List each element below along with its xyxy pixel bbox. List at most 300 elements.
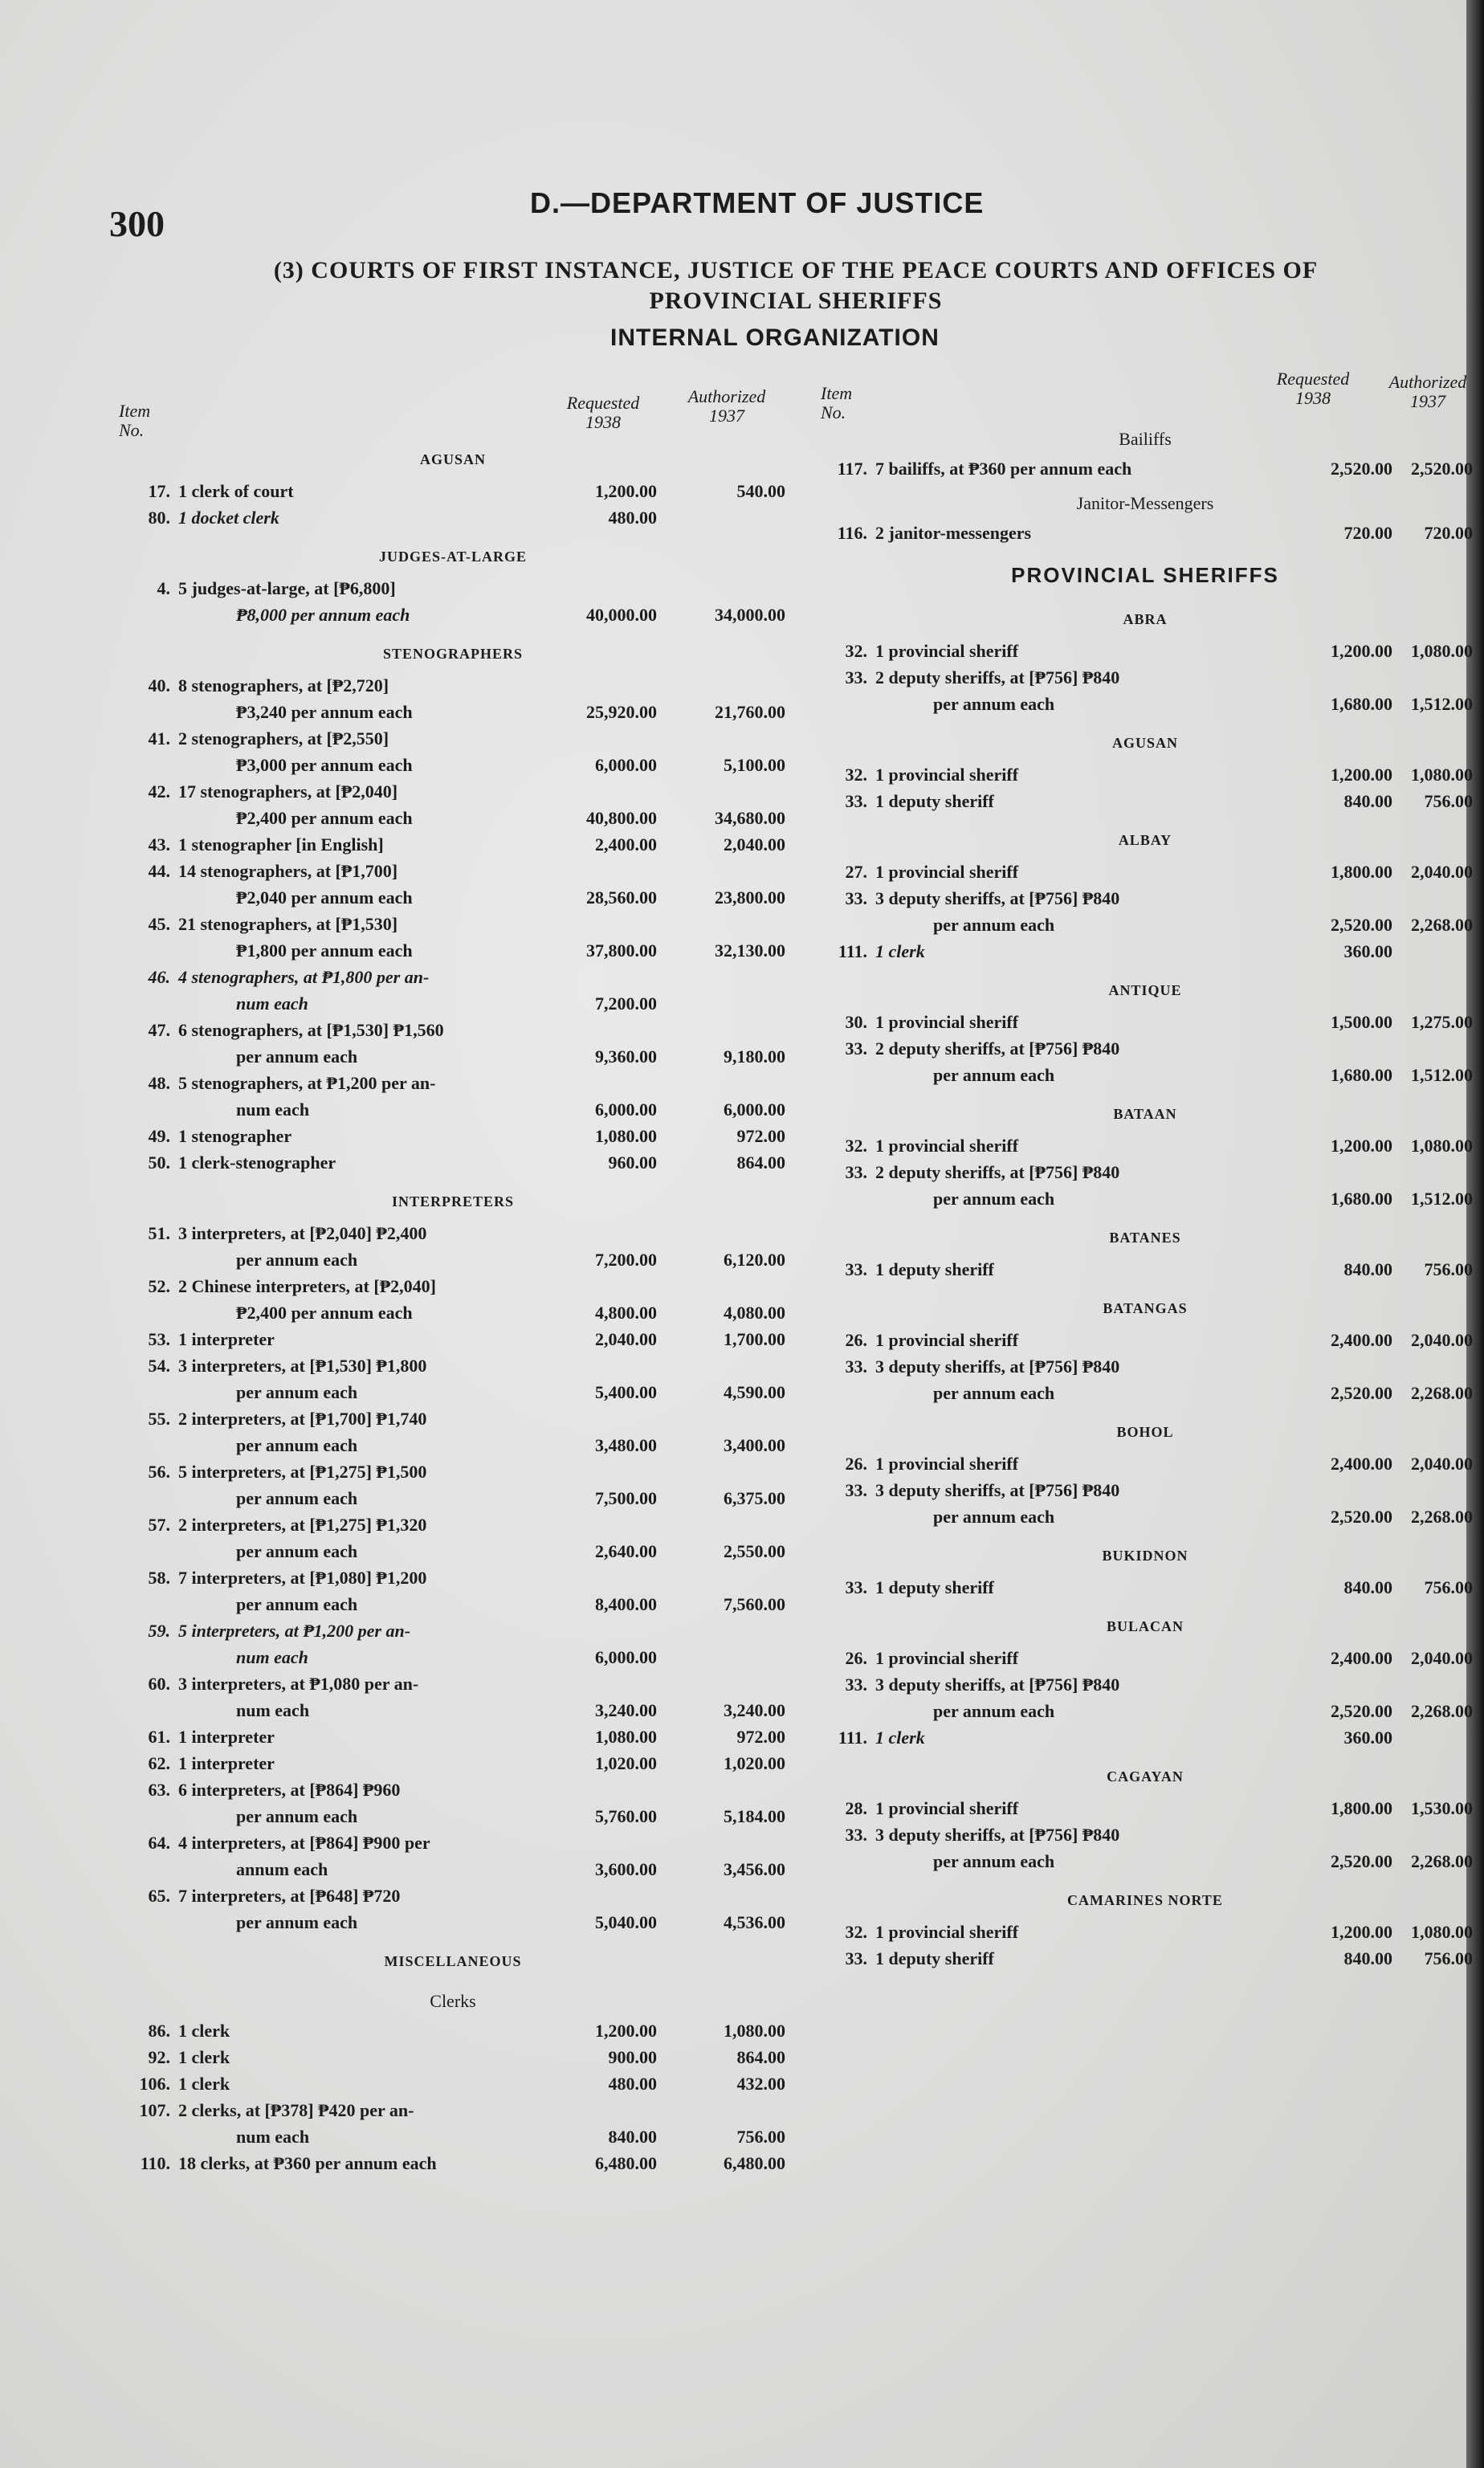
authorized-amount: 6,480.00 — [724, 2153, 785, 2173]
item-description: 1 provincial sheriff — [875, 1012, 1019, 1032]
item-number: 110. — [140, 2153, 170, 2173]
heading-batangas: BATANGAS — [1103, 1300, 1188, 1316]
heading-judges-at-large: JUDGES-AT-LARGE — [378, 549, 528, 565]
item-description: ₱1,800 per annum each — [236, 940, 413, 961]
item-number: 33. — [845, 1162, 867, 1182]
item-number: 111. — [838, 1728, 867, 1748]
table-row — [817, 1450, 1473, 1477]
authorized-amount: 5,184.00 — [724, 1806, 785, 1826]
item-description: 2 interpreters, at [₱1,700] ₱1,740 — [178, 1409, 427, 1429]
requested-amount: 720.00 — [1343, 523, 1392, 543]
requested-amount: 2,640.00 — [595, 1541, 657, 1561]
table-row-continuation — [817, 1185, 1473, 1212]
heading-albay: ALBAY — [1118, 832, 1172, 848]
table-row-continuation — [120, 752, 785, 778]
table-row — [817, 1327, 1473, 1353]
item-description: 6 stenographers, at [₱1,530] ₱1,560 — [178, 1020, 444, 1040]
item-description: 1 provincial sheriff — [875, 1136, 1019, 1156]
table-row-continuation — [120, 1803, 785, 1830]
authorized-amount: 2,040.00 — [1411, 1648, 1473, 1668]
requested-amount: 840.00 — [608, 2127, 657, 2147]
requested-amount: 480.00 — [608, 2074, 657, 2094]
item-number: 33. — [845, 888, 867, 908]
item-description: 1 provincial sheriff — [875, 1454, 1019, 1474]
item-number: 30. — [845, 1012, 867, 1032]
table-row-continuation — [120, 1856, 785, 1883]
item-description: per annum each — [933, 1851, 1055, 1871]
table-row — [817, 520, 1473, 546]
authorized-amount: 2,268.00 — [1411, 1701, 1473, 1721]
table-row-continuation — [817, 1503, 1473, 1530]
item-description: 8 stenographers, at [₱2,720] — [178, 675, 389, 696]
item-description: 1 clerk — [178, 2021, 230, 2041]
requested-amount: 1,200.00 — [1331, 765, 1392, 785]
section-title — [117, 255, 1474, 316]
item-number: 32. — [845, 1136, 867, 1156]
table-row — [817, 1671, 1473, 1698]
table-row-continuation — [120, 1379, 785, 1405]
requested-amount: 40,000.00 — [586, 605, 657, 625]
authorized-amount: 6,375.00 — [724, 1488, 785, 1508]
item-number: 55. — [148, 1409, 170, 1429]
table-row-continuation — [120, 884, 785, 911]
table-row — [817, 1477, 1473, 1503]
authorized-amount: 1,512.00 — [1411, 1065, 1473, 1085]
requested-amount: 1,800.00 — [1331, 862, 1392, 882]
department-title: D.—DEPARTMENT OF JUSTICE — [530, 186, 985, 219]
item-description: per annum each — [236, 1806, 358, 1826]
table-row-continuation — [817, 691, 1473, 717]
table-row-continuation — [120, 1591, 785, 1617]
authorized-amount: 9,180.00 — [724, 1046, 785, 1067]
authorized-amount: 756.00 — [1424, 1948, 1473, 1968]
item-description: annum each — [236, 1859, 328, 1879]
item-description: ₱3,000 per annum each — [236, 755, 413, 775]
heading-agusan: AGUSAN — [419, 451, 486, 467]
item-description: 7 bailiffs, at ₱360 per annum each — [875, 459, 1132, 479]
left-column — [120, 434, 785, 2176]
authorized-amount: 864.00 — [736, 2047, 785, 2067]
table-row — [120, 1511, 785, 1538]
item-description: 3 deputy sheriffs, at [₱756] ₱840 — [875, 1825, 1120, 1845]
item-description: 3 interpreters, at ₱1,080 per an- — [178, 1674, 419, 1694]
item-number: 33. — [845, 1259, 867, 1279]
item-description: 1 provincial sheriff — [875, 1922, 1019, 1942]
item-number: 63. — [148, 1780, 170, 1800]
item-number: 61. — [148, 1727, 170, 1747]
table-row — [120, 1326, 785, 1352]
authorized-amount: 2,040.00 — [724, 834, 785, 855]
requested-amount: 840.00 — [1343, 791, 1392, 811]
requested-amount: 5,760.00 — [595, 1806, 657, 1826]
item-description: num each — [236, 1700, 310, 1720]
item-number: 33. — [845, 1577, 867, 1597]
subheading-janitor-messengers: Janitor-Messengers — [1076, 493, 1214, 513]
authorized-amount: 34,680.00 — [715, 808, 785, 828]
table-row — [120, 575, 785, 602]
item-description: 1 clerk-stenographer — [178, 1152, 336, 1173]
item-number: 58. — [148, 1568, 170, 1588]
requested-amount: 960.00 — [608, 1152, 657, 1173]
heading-cagayan: CAGAYAN — [1107, 1768, 1184, 1785]
authorized-amount: 21,760.00 — [715, 702, 785, 722]
item-description: per annum each — [933, 1701, 1055, 1721]
authorized-amount: 972.00 — [736, 1126, 785, 1146]
item-description: 1 clerk — [875, 941, 925, 961]
authorized-amount: 1,275.00 — [1411, 1012, 1473, 1032]
item-number: 116. — [837, 523, 867, 543]
table-row — [817, 1159, 1473, 1185]
item-number: 49. — [148, 1126, 170, 1146]
authorized-amount: 4,590.00 — [724, 1382, 785, 1402]
requested-amount: 3,600.00 — [595, 1859, 657, 1879]
authorized-amount: 6,000.00 — [724, 1099, 785, 1120]
table-row-continuation — [120, 1299, 785, 1326]
authorized-amount: 7,560.00 — [724, 1594, 785, 1614]
requested-amount: 6,000.00 — [595, 755, 657, 775]
item-description: 1 deputy sheriff — [875, 1259, 994, 1279]
authorized-amount: 1,020.00 — [724, 1753, 785, 1773]
table-row-continuation — [817, 1380, 1473, 1406]
item-description: num each — [236, 2127, 310, 2147]
requested-amount: 840.00 — [1343, 1948, 1392, 1968]
item-number: 107. — [139, 2100, 170, 2120]
item-number: 33. — [845, 1480, 867, 1500]
item-number: 53. — [148, 1329, 170, 1349]
item-description: num each — [236, 993, 308, 1014]
authorized-amount: 756.00 — [1424, 791, 1473, 811]
requested-amount: 25,920.00 — [586, 702, 657, 722]
item-no-header-right: Item No. — [821, 383, 853, 422]
item-number: 17. — [148, 481, 170, 501]
item-number: 57. — [148, 1515, 170, 1535]
item-description: per annum each — [933, 694, 1055, 714]
subheading-clerks: Clerks — [430, 1991, 476, 2011]
requested-amount: 40,800.00 — [586, 808, 657, 828]
authorized-amount: 2,268.00 — [1411, 915, 1473, 935]
requested-amount: 2,520.00 — [1331, 1851, 1392, 1871]
item-description: 1 provincial sheriff — [875, 1798, 1019, 1818]
item-number: 4. — [157, 578, 170, 598]
item-number: 64. — [148, 1833, 170, 1853]
heading-interpreters: INTERPRETERS — [391, 1193, 515, 1210]
item-description: 1 clerk — [178, 2074, 230, 2094]
authorized-amount: 1,700.00 — [724, 1329, 785, 1349]
authorized-amount: 2,040.00 — [1411, 862, 1473, 882]
requested-amount: 9,360.00 — [595, 1046, 657, 1067]
item-description: 2 stenographers, at [₱2,550] — [178, 728, 389, 749]
item-number: 43. — [148, 834, 170, 855]
requested-amount: 840.00 — [1343, 1259, 1392, 1279]
table-row — [817, 455, 1473, 482]
table-row — [120, 1670, 785, 1697]
heading-bataan: BATAAN — [1113, 1106, 1177, 1122]
table-row-continuation — [817, 912, 1473, 938]
table-row-continuation — [120, 1246, 785, 1273]
item-number: 54. — [148, 1356, 170, 1376]
table-row-continuation — [120, 1096, 785, 1123]
table-row — [817, 885, 1473, 912]
table-row — [120, 1777, 785, 1803]
table-row-continuation — [120, 1432, 785, 1458]
table-row — [120, 2070, 785, 2097]
item-description: per annum each — [236, 1912, 358, 1932]
item-number: 26. — [845, 1648, 867, 1668]
table-row — [817, 1035, 1473, 1062]
table-row — [817, 1353, 1473, 1380]
item-description: 21 stenographers, at [₱1,530] — [178, 914, 398, 934]
item-number: 52. — [148, 1276, 170, 1296]
authorized-amount: 2,550.00 — [724, 1541, 785, 1561]
item-number: 33. — [845, 667, 867, 687]
table-row — [817, 1009, 1473, 1035]
authorized-header-left: Authorized 1937 — [687, 386, 766, 426]
item-number: 33. — [845, 1948, 867, 1968]
item-number: 28. — [845, 1798, 867, 1818]
table-row-continuation — [120, 805, 785, 831]
requested-header-left: Requested 1938 — [566, 393, 640, 432]
item-number: 26. — [845, 1454, 867, 1474]
requested-amount: 7,200.00 — [595, 993, 657, 1014]
item-description: per annum each — [933, 1065, 1055, 1085]
authorized-amount: 540.00 — [736, 481, 785, 501]
table-row — [120, 778, 785, 805]
requested-header-right: Requested 1938 — [1276, 369, 1350, 408]
table-row — [120, 672, 785, 699]
item-description: 1 stenographer [in English] — [178, 834, 384, 855]
requested-amount: 2,520.00 — [1331, 1701, 1392, 1721]
table-row — [120, 1617, 785, 1644]
item-description: 2 deputy sheriffs, at [₱756] ₱840 — [875, 1162, 1120, 1182]
item-number: 47. — [148, 1020, 170, 1040]
item-number: 60. — [148, 1674, 170, 1694]
requested-amount: 2,520.00 — [1331, 1507, 1392, 1527]
requested-amount: 1,080.00 — [595, 1126, 657, 1146]
requested-amount: 1,200.00 — [595, 481, 657, 501]
requested-amount: 2,400.00 — [1331, 1648, 1392, 1668]
item-number: 65. — [148, 1886, 170, 1906]
page-number: 300 — [109, 203, 165, 244]
item-description: 17 stenographers, at [₱2,040] — [178, 781, 398, 802]
item-description: per annum each — [236, 1435, 358, 1455]
table-row-continuation — [120, 1538, 785, 1564]
item-number: 26. — [845, 1330, 867, 1350]
authorized-amount: 2,268.00 — [1411, 1851, 1473, 1871]
requested-amount: 360.00 — [1343, 1728, 1392, 1748]
item-number: 45. — [148, 914, 170, 934]
subheading-bailiffs: Bailiffs — [1119, 429, 1172, 449]
item-number: 46. — [148, 967, 170, 987]
table-row — [120, 858, 785, 884]
item-description: 6 interpreters, at [₱864] ₱960 — [178, 1780, 401, 1800]
item-number: 51. — [148, 1223, 170, 1243]
table-row — [120, 504, 785, 531]
table-row — [817, 1645, 1473, 1671]
authorized-amount: 1,530.00 — [1411, 1798, 1473, 1818]
item-number: 106. — [139, 2074, 170, 2094]
table-row — [120, 831, 785, 858]
heading-provincial-sheriffs: PROVINCIAL SHERIFFS — [1011, 563, 1279, 587]
item-description: per annum each — [236, 1250, 358, 1270]
item-description: 3 deputy sheriffs, at [₱756] ₱840 — [875, 888, 1120, 908]
item-number: 56. — [148, 1462, 170, 1482]
heading-bukidnon: BUKIDNON — [1102, 1548, 1188, 1564]
item-description: 18 clerks, at ₱360 per annum each — [178, 2153, 437, 2173]
requested-amount: 1,680.00 — [1331, 694, 1392, 714]
requested-amount: 5,400.00 — [595, 1382, 657, 1402]
item-description: 4 stenographers, at ₱1,800 per an- — [178, 967, 430, 987]
item-description: ₱2,400 per annum each — [236, 808, 413, 828]
authorized-amount: 864.00 — [736, 1152, 785, 1173]
item-description: 2 janitor-messengers — [875, 523, 1032, 543]
heading-batanes: BATANES — [1109, 1230, 1181, 1246]
item-description: per annum each — [933, 1507, 1055, 1527]
item-description: 2 deputy sheriffs, at [₱756] ₱840 — [875, 667, 1120, 687]
requested-amount: 2,520.00 — [1331, 915, 1392, 935]
table-row-continuation — [120, 937, 785, 964]
heading-miscellaneous: MISCELLANEOUS — [384, 1953, 522, 1969]
item-number: 111. — [838, 941, 867, 961]
requested-amount: 360.00 — [1343, 941, 1392, 961]
item-description: per annum each — [236, 1541, 358, 1561]
item-number: 48. — [148, 1073, 170, 1093]
table-row-continuation — [120, 602, 785, 628]
authorized-amount: 2,520.00 — [1411, 459, 1473, 479]
table-row — [817, 1132, 1473, 1159]
item-description: 2 interpreters, at [₱1,275] ₱1,320 — [178, 1515, 427, 1535]
requested-amount: 1,200.00 — [1331, 1136, 1392, 1156]
table-row — [817, 1724, 1473, 1751]
item-description: 1 docket clerk — [178, 508, 279, 528]
requested-amount: 7,200.00 — [595, 1250, 657, 1270]
authorized-amount: 1,080.00 — [724, 2021, 785, 2041]
table-row — [120, 1149, 785, 1176]
item-number: 33. — [845, 1825, 867, 1845]
item-number: 40. — [148, 675, 170, 696]
item-description: per annum each — [236, 1382, 358, 1402]
authorized-header-right: Authorized 1937 — [1388, 373, 1467, 411]
table-row-continuation — [817, 1698, 1473, 1724]
table-row — [120, 2017, 785, 2044]
table-row — [120, 1405, 785, 1432]
item-number: 33. — [845, 1356, 867, 1377]
requested-amount: 1,680.00 — [1331, 1189, 1392, 1209]
authorized-amount: 1,080.00 — [1411, 641, 1473, 661]
item-description: 1 clerk of court — [178, 481, 294, 501]
item-description: 2 deputy sheriffs, at [₱756] ₱840 — [875, 1038, 1120, 1059]
authorized-amount: 2,268.00 — [1411, 1383, 1473, 1403]
right-column — [817, 418, 1473, 1972]
table-row-continuation — [120, 1697, 785, 1724]
authorized-amount: 34,000.00 — [715, 605, 785, 625]
table-row-continuation — [120, 1043, 785, 1070]
table-row — [120, 911, 785, 937]
item-number: 62. — [148, 1753, 170, 1773]
item-number: 117. — [837, 459, 867, 479]
table-row — [120, 725, 785, 752]
section-title-line1: (3) COURTS OF FIRST INSTANCE, JUSTICE OF THE PEACE COURTS AND OFFICES OF — [273, 257, 1319, 284]
table-row — [120, 2150, 785, 2176]
authorized-amount: 1,512.00 — [1411, 1189, 1473, 1209]
requested-amount: 900.00 — [608, 2047, 657, 2067]
item-number: 32. — [845, 641, 867, 661]
item-description: per annum each — [933, 1189, 1055, 1209]
heading-camarines-norte: CAMARINES NORTE — [1067, 1892, 1223, 1908]
item-description: ₱2,400 per annum each — [236, 1303, 413, 1323]
table-row — [817, 638, 1473, 664]
authorized-amount: 972.00 — [736, 1727, 785, 1747]
requested-amount: 28,560.00 — [586, 887, 657, 908]
internal-organization-title: INTERNAL ORGANIZATION — [610, 324, 940, 351]
heading-agusan: AGUSAN — [1111, 735, 1178, 751]
item-number: 41. — [148, 728, 170, 749]
table-row — [120, 1070, 785, 1096]
authorized-amount: 2,040.00 — [1411, 1454, 1473, 1474]
table-row — [817, 859, 1473, 885]
requested-amount: 7,500.00 — [595, 1488, 657, 1508]
table-row — [120, 2044, 785, 2070]
table-row — [817, 1574, 1473, 1601]
item-description: ₱2,040 per annum each — [236, 887, 413, 908]
item-description: 1 interpreter — [178, 1727, 275, 1747]
requested-amount: 1,500.00 — [1331, 1012, 1392, 1032]
item-description: 14 stenographers, at [₱1,700] — [178, 861, 398, 881]
item-number: 32. — [845, 1922, 867, 1942]
item-description: per annum each — [933, 915, 1055, 935]
requested-amount: 3,240.00 — [595, 1700, 657, 1720]
item-description: 1 provincial sheriff — [875, 641, 1019, 661]
item-description: ₱3,240 per annum each — [236, 702, 413, 722]
heading-bohol: BOHOL — [1116, 1424, 1174, 1440]
table-row — [120, 1750, 785, 1777]
item-description: 7 interpreters, at [₱648] ₱720 — [178, 1886, 401, 1906]
item-number: 59. — [148, 1621, 170, 1641]
item-description: 5 judges-at-large, at [₱6,800] — [178, 578, 396, 598]
requested-amount: 1,080.00 — [595, 1727, 657, 1747]
requested-amount: 1,200.00 — [1331, 1922, 1392, 1942]
authorized-amount: 1,080.00 — [1411, 1136, 1473, 1156]
item-description: 5 stenographers, at ₱1,200 per an- — [178, 1073, 436, 1093]
item-number: 32. — [845, 765, 867, 785]
authorized-amount: 720.00 — [1424, 523, 1473, 543]
table-row — [817, 1795, 1473, 1821]
heading-antique: ANTIQUE — [1108, 982, 1182, 998]
item-description: 3 deputy sheriffs, at [₱756] ₱840 — [875, 1356, 1120, 1377]
item-description: 5 interpreters, at [₱1,275] ₱1,500 — [178, 1462, 427, 1482]
item-description: 2 Chinese interpreters, at [₱2,040] — [178, 1276, 436, 1296]
item-description: 3 interpreters, at [₱2,040] ₱2,400 — [178, 1223, 427, 1243]
table-row-continuation — [120, 990, 785, 1017]
table-row — [120, 1017, 785, 1043]
authorized-amount: 2,040.00 — [1411, 1330, 1473, 1350]
table-row — [120, 1564, 785, 1591]
table-row-continuation — [120, 1909, 785, 1936]
item-description: 1 deputy sheriff — [875, 1577, 994, 1597]
item-description: 1 clerk — [875, 1728, 925, 1748]
table-row-continuation — [120, 2123, 785, 2150]
item-description: num each — [236, 1099, 310, 1120]
item-description: 1 provincial sheriff — [875, 1330, 1019, 1350]
table-row — [120, 1273, 785, 1299]
table-row — [120, 1830, 785, 1856]
requested-amount: 840.00 — [1343, 1577, 1392, 1597]
authorized-amount: 756.00 — [1424, 1259, 1473, 1279]
table-row — [120, 964, 785, 990]
item-number: 92. — [148, 2047, 170, 2067]
requested-amount: 2,400.00 — [1331, 1330, 1392, 1350]
table-row — [120, 1724, 785, 1750]
requested-amount: 6,000.00 — [595, 1647, 657, 1667]
